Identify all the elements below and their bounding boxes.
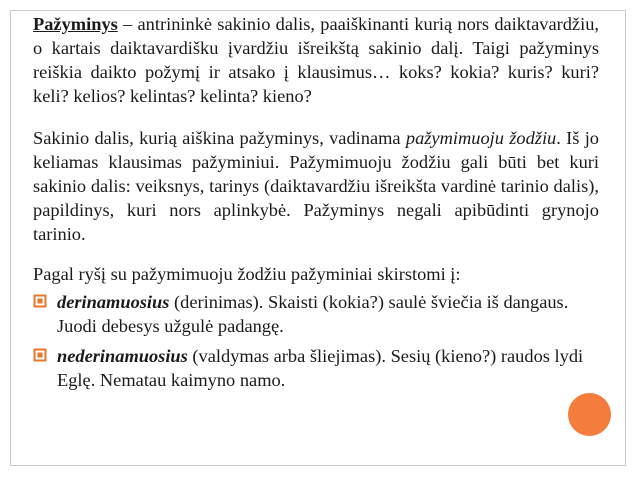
bullet-item-nederinamuosius [33,344,599,392]
p2-text-1: Sakinio dalis, kurią aiškina pažyminys, vadinama [33,128,406,148]
term-pazyminys: Pažyminys [33,14,118,34]
bullet-term: derinamuosius [57,292,170,312]
bullet-text: (valdymas arba šliejimas). Sesių (kieno?) raudos lydi Eglę. [57,346,584,390]
definition-text: – antrininkė sakinio dalis, paaiškinanti kurią nors daiktavardžiu, o kartais daiktavardišku įvardžiu išreikštą sakinio dalį. Taigi pažyminys reiškia daikto požymį ir atsako į klausimus… koks? kokia? kuris? kuri? keli? kelios? kelintas? kelinta? kieno? [33,14,599,106]
bullet-example: Nematau kaimyno namo. [99,370,286,390]
orange-circle-decoration [568,393,611,436]
term-pazymimasis-zodis: pažymimuoju žodžiu [405,128,557,148]
bullet-example: Juodi debesys užgulė padangę. [57,316,284,336]
bullet-item-derinamuosius [33,290,599,338]
hollow-square-bullet-icon [33,348,47,362]
bullet-text: (derinimas). Skaisti (kokia?) saulė šviečia iš dangaus. [169,292,569,312]
p2-text-2: . Iš jo keliamas klausimas pažyminiui. Pažymimuoju žodžiu gali būti bet kuri sakinio dalis: veiksnys, tarinys (daiktavardžiu išreikšta vardinė tarinio dalis), papildinys, kuri nors aplinkybė. Pažyminys negali apibūdinti grynojo tarinio. [33,128,599,244]
definition-paragraph [33,12,599,108]
slide-content [33,12,599,398]
hollow-square-bullet-icon [33,294,47,308]
classification-intro: Pagal ryšį su pažymimuoju žodžiu pažyminiai skirstomi į: [33,264,461,284]
bullet-term: nederinamuosius [57,346,188,366]
modified-word-paragraph [33,126,599,246]
